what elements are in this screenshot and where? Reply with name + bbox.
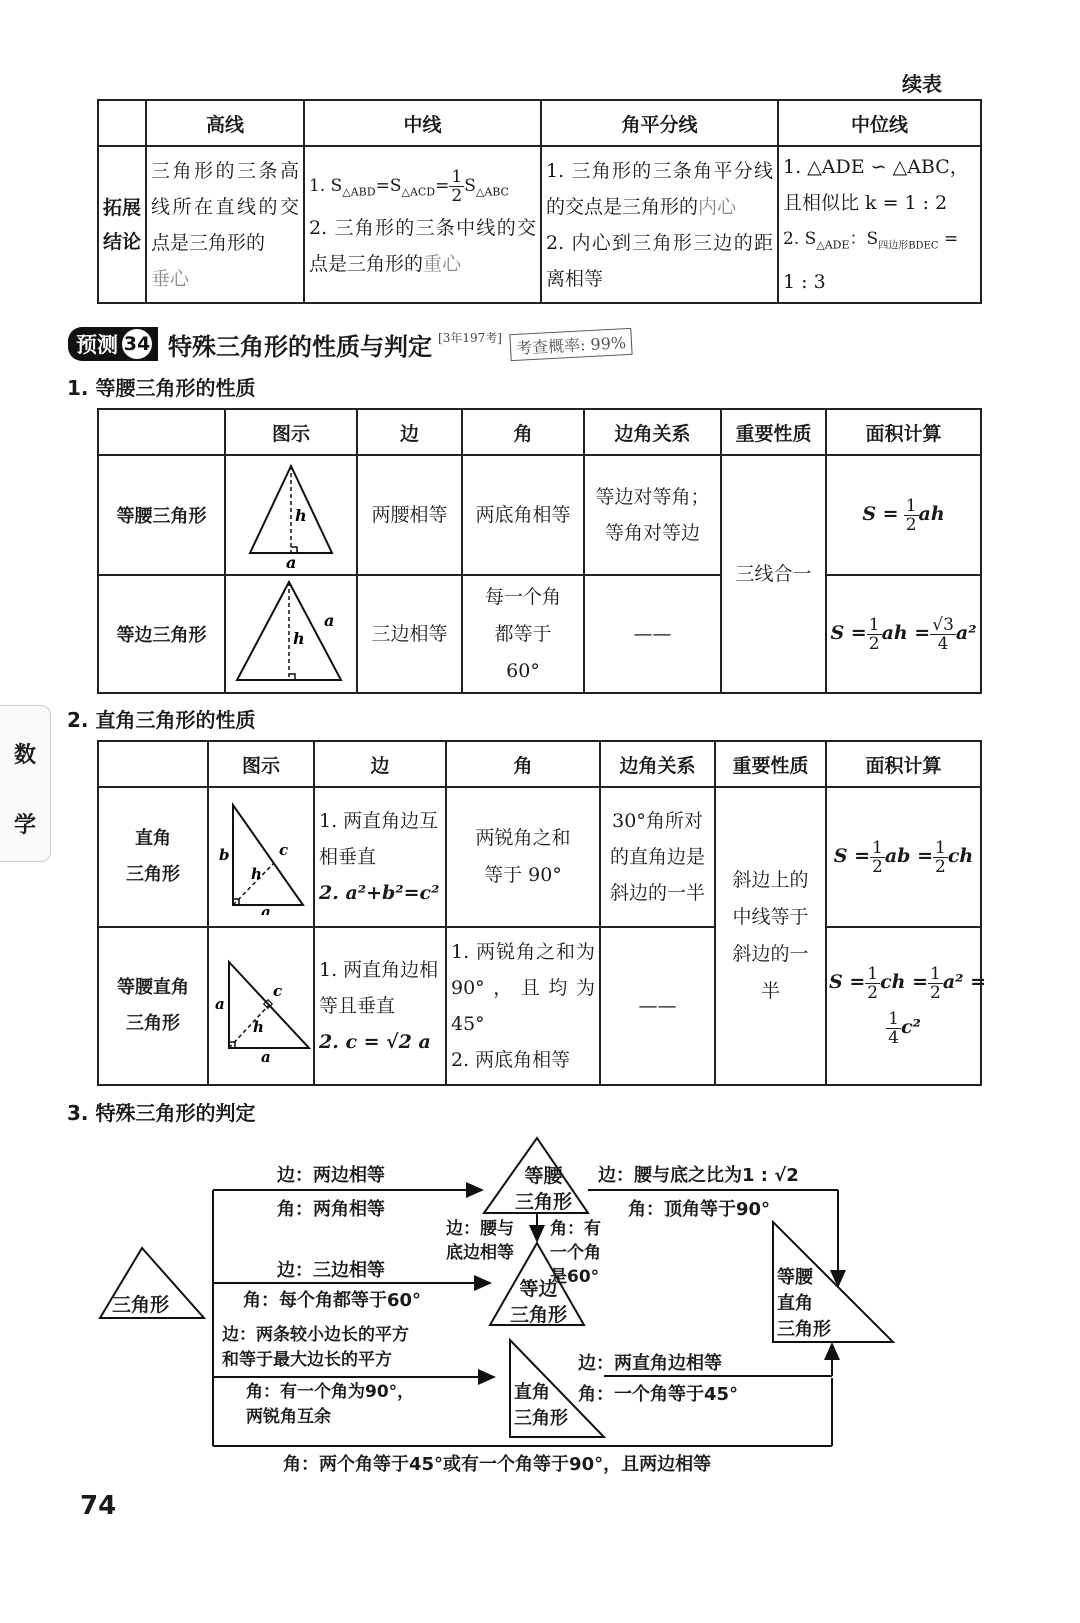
node-iso-right: 等腰 直角 三角形	[777, 1267, 831, 1340]
header-important: 重要性质	[721, 409, 826, 455]
label-a: a	[261, 903, 271, 915]
node-equilateral: 等边 三角形	[510, 1278, 568, 1326]
altitude-text: 三角形的三条高线所在直线的交点是三角形的	[151, 159, 299, 254]
label-iso-to-ir-side: 边：腰与底之比为1 : √2	[598, 1165, 799, 1186]
header-relation: 边角关系	[584, 409, 721, 455]
label-h: h	[295, 506, 307, 525]
row-equilateral-name: 等边三角形	[98, 575, 225, 693]
sub3-title: 3. 特殊三角形的判定	[67, 1101, 256, 1125]
header-figure: 图示	[225, 409, 357, 455]
label-to-iso-side: 边：两边相等	[277, 1165, 385, 1186]
label-a: a	[323, 611, 334, 630]
header-altitude: 高线	[146, 100, 304, 146]
header-median: 中线	[304, 100, 541, 146]
equilateral-side: 三边相等	[357, 575, 462, 693]
equilateral-angle: 每一个角都等于 60°	[462, 575, 584, 693]
label-to-eq-angle: 角：每个角都等于60°	[243, 1290, 422, 1311]
altitude-blank: 垂心	[151, 267, 190, 290]
label-h: h	[292, 629, 305, 648]
label-b: b	[219, 846, 230, 864]
iso-right-side: 1. 两直角边相等且垂直 2. c = √2 a	[314, 927, 446, 1085]
page-number: 74	[80, 1491, 117, 1521]
row-label-extension: 拓展结论	[98, 146, 146, 303]
section-title: 特殊三角形的性质与判定	[168, 332, 432, 361]
label-iso-to-ir-angle: 角：顶角等于90°	[628, 1199, 771, 1220]
subject-char-2: 学	[14, 813, 37, 838]
node-triangle: 三角形	[112, 1294, 170, 1316]
right-angle: 两锐角之和等于 90°	[446, 787, 600, 927]
header-important: 重要性质	[715, 741, 826, 787]
header-relation: 边角关系	[600, 741, 715, 787]
label-h: h	[253, 1018, 264, 1036]
row-iso-right-name: 等腰直角 三角形	[98, 927, 208, 1085]
sub1-title: 1. 等腰三角形的性质	[67, 376, 256, 400]
label-a: a	[286, 553, 297, 568]
right-area: S = $\frac{1}{2}$ ab = $\frac{1}{2}$ ch	[826, 787, 981, 927]
label-to-right-side: 边：两条较小边长的平方 和等于最大边长的平方	[222, 1325, 409, 1370]
header-side: 边	[357, 409, 462, 455]
midline-item2-ratio: 1 : 3	[783, 271, 826, 294]
important-property: 斜边上的中线等于斜边的一半	[715, 787, 826, 1085]
label-bottom-path: 角：两个角等于45°或有一个角等于90°，且两边相等	[283, 1454, 712, 1475]
iso-right-angle: 1. 两锐角之和为 90°，且均为 45° 2. 两底角相等	[446, 927, 600, 1085]
label-iso-to-eq-angle: 角：有 一个角 是60°	[550, 1219, 601, 1287]
label-to-eq-side: 边：三边相等	[277, 1260, 385, 1281]
isosceles-area: S = $\frac{1}{2}$ ah	[826, 455, 981, 575]
continued-label: 续表	[902, 72, 942, 96]
row-right-name: 直角 三角形	[98, 787, 208, 927]
bisector-item2: 2. 内心到三角形三边的距离相等	[546, 231, 773, 290]
median-item1: 1. $S_{\triangle ABD}=S_{\triangle ACD}=$ $\frac{1}{2}$ $S_{\triangle ABC}$	[309, 166, 509, 206]
equilateral-relation: ——	[584, 575, 721, 693]
header-area: 面积计算	[826, 741, 981, 787]
sub2-title: 2. 直角三角形的性质	[67, 708, 256, 732]
header-side: 边	[314, 741, 446, 787]
header-midline: 中位线	[778, 100, 981, 146]
midline-item2: 2. $S_{\triangle ADE}$：$S_{四边形BDEC}$ =	[783, 229, 959, 252]
node-right: 直角 三角形	[514, 1382, 568, 1429]
probability-stamp: 考查概率: 99%	[509, 327, 632, 360]
important-property: 三线合一	[721, 455, 826, 693]
isosceles-relation: 等边对等角；等角对等边	[584, 455, 721, 575]
right-side: 1. 两直角边互相垂直 2. a²+b²=c²	[314, 787, 446, 927]
median-item2: 2. 三角形的三条中线的交点是三角形的重心	[309, 216, 536, 275]
header-area: 面积计算	[826, 409, 981, 455]
label-h: h	[251, 865, 262, 883]
prediction-badge: 预测 34	[68, 327, 158, 361]
header-angle: 角	[462, 409, 584, 455]
badge-number: 34	[122, 329, 152, 359]
bisector-item1: 1. 三角形的三条角平分线的交点是三角形的内心	[546, 159, 773, 218]
label-c: c	[273, 982, 283, 1000]
row-isosceles-name: 等腰三角形	[98, 455, 225, 575]
header-bisector: 角平分线	[541, 100, 778, 146]
label-to-iso-angle: 角：两角相等	[277, 1199, 385, 1220]
label-iso-to-eq-side: 边：腰与 底边相等	[446, 1219, 514, 1263]
header-angle: 角	[446, 741, 600, 787]
label-a-bottom: a	[261, 1048, 271, 1064]
iso-right-area: S = $\frac{1}{2}$ ch = $\frac{1}{2}$ a² = $\frac{1}{4}$ c²	[826, 927, 981, 1085]
frequency-note: [3年197考]	[438, 330, 502, 345]
equilateral-area: S = $\frac{1}{2}$ ah = $\frac{√3}{4}$ a²	[826, 575, 981, 693]
subject-char-1: 数	[14, 743, 37, 768]
label-right-to-ir-side: 边：两直角边相等	[578, 1353, 722, 1374]
right-relation: 30°角所对的直角边是斜边的一半	[600, 787, 715, 927]
label-to-right-angle: 角：有一个角为90°， 两锐角互余	[246, 1382, 415, 1427]
isosceles-angle: 两底角相等	[462, 455, 584, 575]
iso-right-relation: ——	[600, 927, 715, 1085]
label-c: c	[279, 841, 289, 859]
label-a: a	[215, 995, 225, 1013]
midline-item1: 1. △ADE ∽ △ABC，	[783, 156, 969, 178]
node-isosceles: 等腰 三角形	[515, 1165, 573, 1213]
label-right-to-ir-angle: 角：一个角等于45°	[578, 1384, 739, 1405]
midline-item1b: 且相似比 k = 1 : 2	[783, 192, 948, 214]
header-figure: 图示	[208, 741, 314, 787]
isosceles-side: 两腰相等	[357, 455, 462, 575]
